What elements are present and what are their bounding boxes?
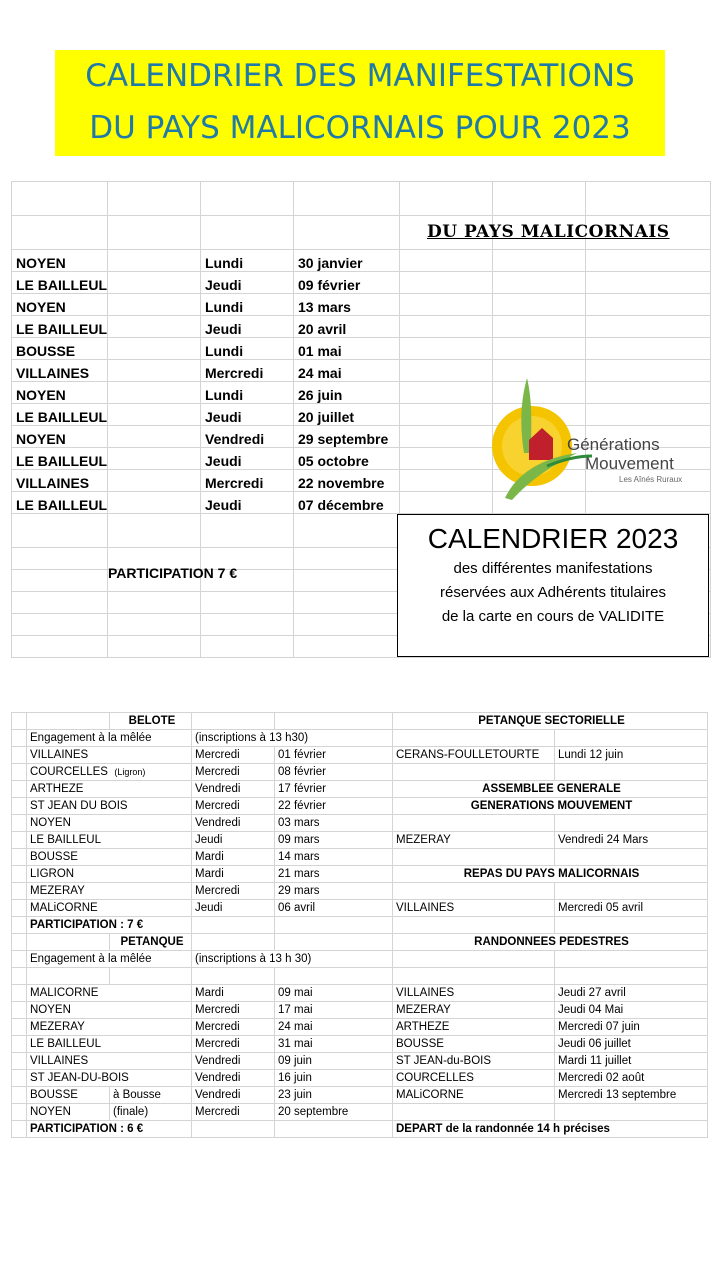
event-date: 07 décembre [294,492,400,514]
rando-place: BOUSSE [393,1036,555,1053]
event-row [12,316,711,338]
engagement-text: Engagement à la mêlée [27,730,192,747]
generations-mouvement-logo [487,378,702,503]
event-day: Jeudi [201,448,294,470]
belote-date: 14 mars [275,849,393,866]
event-place: NOYEN [12,294,108,316]
table-row [12,883,708,900]
event-day: Mercredi [201,360,294,382]
participation-label: PARTICIPATION 7 € [108,565,238,581]
belote-note: (Ligron) [114,767,146,777]
rando-date: Jeudi 27 avril [555,985,708,1002]
table-row [12,1019,708,1036]
randonnees-header: RANDONNEES PEDESTRES [393,934,708,951]
petanque-day: Vendredi [192,1087,275,1104]
event-day: Vendredi [201,426,294,448]
event-date: 30 janvier [294,250,400,272]
table-row [12,747,708,764]
event-day: Jeudi [201,492,294,514]
calendar-box-line-1: des différentes manifestations [453,560,653,577]
petanque-date: 17 mai [275,1002,393,1019]
logo-tagline: Les Aînés Ruraux [619,475,683,484]
table-row [12,1087,708,1104]
belote-date: 08 février [275,764,393,781]
belote-date: 01 février [275,747,393,764]
petanque-day: Mercredi [192,1036,275,1053]
petanque-place: NOYEN [27,1002,192,1019]
petanque-place: MEZERAY [27,1019,192,1036]
belote-day: Mercredi [192,883,275,900]
document-title [55,50,665,156]
event-date: 29 septembre [294,426,400,448]
petanque-day: Mercredi [192,1104,275,1121]
belote-day: Vendredi [192,781,275,798]
rando-date: Jeudi 06 juillet [555,1036,708,1053]
petanque-place: LE BAILLEUL [27,1036,192,1053]
event-date: 26 juin [294,382,400,404]
petanque-date: 09 juin [275,1053,393,1070]
belote-date: 17 février [275,781,393,798]
belote-place: ST JEAN DU BOIS [27,798,192,815]
repas-header: REPAS DU PAYS MALICORNAIS [393,866,708,883]
petanque-date: 16 juin [275,1070,393,1087]
petanque-day: Mercredi [192,1019,275,1036]
table-row [12,1036,708,1053]
inscriptions-text: (inscriptions à 13 h 30) [192,951,393,968]
rando-place: ARTHEZE [393,1019,555,1036]
belote-day: Jeudi [192,832,275,849]
event-row [12,338,711,360]
assemblee-place: MEZERAY [393,832,555,849]
table-row [12,1104,708,1121]
title-line-1: CALENDRIER DES MANIFESTATIONS [85,58,635,94]
event-place: LE BAILLEUL [12,272,108,294]
title-line-2: DU PAYS MALICORNAIS POUR 2023 [89,110,631,146]
belote-header: BELOTE [110,713,192,730]
assemblee-header: ASSEMBLEE GENERALE [393,781,708,798]
petanque-day: Vendredi [192,1070,275,1087]
belote-place: LE BAILLEUL [27,832,192,849]
petanque-date: 20 septembre [275,1104,393,1121]
petanque-place: ST JEAN-DU-BOIS [27,1070,192,1087]
belote-day: Mardi [192,849,275,866]
event-row [12,250,711,272]
rando-place: ST JEAN-du-BOIS [393,1053,555,1070]
event-date: 20 juillet [294,404,400,426]
belote-date: 22 février [275,798,393,815]
event-day: Jeudi [201,272,294,294]
calendar-box-title: CALENDRIER 2023 [427,523,679,554]
belote-place: ARTHEZE [27,781,192,798]
event-date: 13 mars [294,294,400,316]
event-place: NOYEN [12,250,108,272]
engagement-text: Engagement à la mêlée [27,951,192,968]
event-place: VILLAINES [12,470,108,492]
belote-date: 09 mars [275,832,393,849]
belote-day: Jeudi [192,900,275,917]
belote-place: BOUSSE [27,849,192,866]
table-row [12,866,708,883]
inscriptions-text: (inscriptions à 13 h30) [192,730,393,747]
event-day: Lundi [201,338,294,360]
table-row [12,781,708,798]
calendar-info-box [397,514,709,657]
petanque-place: BOUSSE [27,1087,110,1104]
table-row [12,1070,708,1087]
petanque-note: à Bousse [110,1087,192,1104]
belote-place: VILLAINES [27,747,192,764]
petanque-sect-place: CERANS-FOULLETOURTE [393,747,555,764]
belote-place: MEZERAY [27,883,192,900]
petanque-day: Mardi [192,985,275,1002]
belote-date: 21 mars [275,866,393,883]
rando-date: Mercredi 02 août [555,1070,708,1087]
belote-day: Mercredi [192,764,275,781]
belote-place: MALiCORNE [27,900,192,917]
rando-date: Mercredi 13 septembre [555,1087,708,1104]
event-date: 20 avril [294,316,400,338]
petanque-day: Mercredi [192,1002,275,1019]
event-place: LE BAILLEUL [12,448,108,470]
logo-text-mouvement: Mouvement [585,454,674,473]
table-row [12,849,708,866]
rando-date: Jeudi 04 Mai [555,1002,708,1019]
petanque-header: PETANQUE [110,934,192,951]
event-row [12,272,711,294]
event-day: Lundi [201,382,294,404]
event-place: LE BAILLEUL [12,492,108,514]
event-place: LE BAILLEUL [12,316,108,338]
petanque-date: 31 mai [275,1036,393,1053]
event-day: Lundi [201,294,294,316]
table-row [12,815,708,832]
belote-day: Mercredi [192,747,275,764]
event-row [12,294,711,316]
participation-petanque: PARTICIPATION : 6 € [27,1121,192,1138]
petanque-place: NOYEN [27,1104,110,1121]
rando-place: COURCELLES [393,1070,555,1087]
petanque-sectorielle-header: PETANQUE SECTORIELLE [393,713,708,730]
petanque-sect-date: Lundi 12 juin [555,747,708,764]
table-row [12,900,708,917]
petanque-day: Vendredi [192,1053,275,1070]
event-place: NOYEN [12,382,108,404]
petanque-date: 24 mai [275,1019,393,1036]
event-day: Lundi [201,250,294,272]
petanque-place: MALICORNE [27,985,192,1002]
rando-place: MEZERAY [393,1002,555,1019]
belote-day: Mardi [192,866,275,883]
calendar-box-line-2: réservées aux Adhérents titulaires [440,584,666,601]
participation-belote: PARTICIPATION : 7 € [27,917,192,934]
table-row [12,798,708,815]
petanque-note: (finale) [110,1104,192,1121]
event-place: VILLAINES [12,360,108,382]
belote-date: 03 mars [275,815,393,832]
section-heading: DU PAYS MALICORNAIS [427,222,670,242]
belote-place: LIGRON [27,866,192,883]
repas-place: VILLAINES [393,900,555,917]
belote-day: Vendredi [192,815,275,832]
belote-day: Mercredi [192,798,275,815]
logo-text-generations: Générations [567,435,660,454]
event-date: 05 octobre [294,448,400,470]
rando-place: VILLAINES [393,985,555,1002]
belote-date: 29 mars [275,883,393,900]
repas-date: Mercredi 05 avril [555,900,708,917]
calendar-box-line-3: de la carte en cours de VALIDITE [441,608,665,625]
event-place: BOUSSE [12,338,108,360]
event-day: Jeudi [201,316,294,338]
petanque-date: 09 mai [275,985,393,1002]
rando-date: Mardi 11 juillet [555,1053,708,1070]
event-place: NOYEN [12,426,108,448]
rando-place: MALiCORNE [393,1087,555,1104]
belote-place: NOYEN [27,815,192,832]
event-date: 09 février [294,272,400,294]
depart-randonnee: DEPART de la randonnée 14 h précises [393,1121,708,1138]
event-date: 24 mai [294,360,400,382]
belote-place: COURCELLES [30,766,108,778]
activities-table [11,712,708,1138]
table-row [12,764,708,781]
event-day: Mercredi [201,470,294,492]
assemblee-date: Vendredi 24 Mars [555,832,708,849]
petanque-date: 23 juin [275,1087,393,1104]
petanque-place: VILLAINES [27,1053,192,1070]
table-row [12,985,708,1002]
event-date: 22 novembre [294,470,400,492]
rando-date: Mercredi 07 juin [555,1019,708,1036]
event-day: Jeudi [201,404,294,426]
event-date: 01 mai [294,338,400,360]
event-place: LE BAILLEUL [12,404,108,426]
belote-date: 06 avril [275,900,393,917]
table-row [12,1053,708,1070]
generations-header: GENERATIONS MOUVEMENT [393,798,708,815]
table-row [12,1002,708,1019]
table-row [12,832,708,849]
